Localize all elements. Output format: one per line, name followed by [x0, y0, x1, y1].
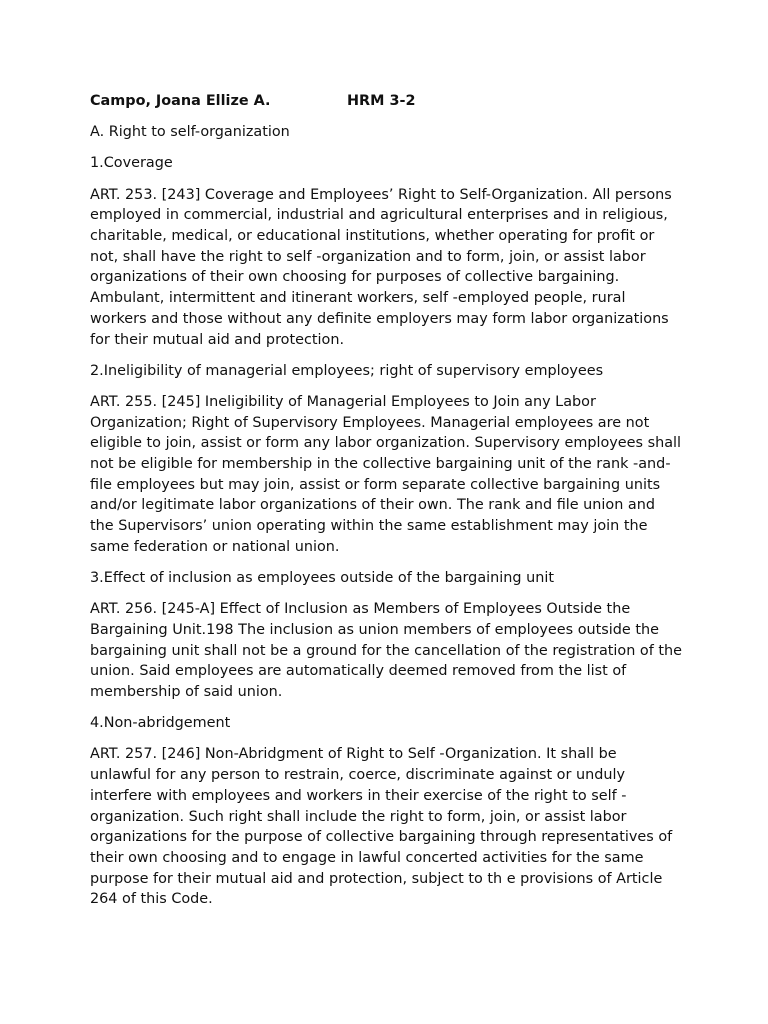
- section-heading-ineligibility: 2.Ineligibility of managerial employees; right of supervisory employees: [90, 362, 604, 379]
- article-256: ART. 256. [245-A] Effect of Inclusion as Members of Employees Outside the Bargaining Unit.198 The inclusion as union members of employees outside the bargaining unit shall not be a ground for the cancellation of the registration of the union. Said employees are automatically deemed removed from the list of membership of said union.: [90, 601, 682, 701]
- article-255: ART. 255. [245] Ineligibility of Managerial Employees to Join any Labor Organization; Right of Supervisory Employees. Managerial employees are not eligible to join, assist or form any labor organization. Supervisory employees shall not be eligible for membership in the collective bargaining unit of the rank -and-file employees but may join, assist or form separate collective bargaining units and/or legitimate labor organizations of their own. The rank and file union and the Supervisors’ union operating within the same establishment may join the same federation or national union.: [90, 393, 682, 555]
- document-title: A. Right to self-organization: [90, 124, 290, 141]
- section-heading-inclusion: 3.Effect of inclusion as employees outside of the bargaining unit: [90, 570, 554, 587]
- class-section: HRM 3-2: [347, 93, 416, 109]
- article-253: ART. 253. [243] Coverage and Employees’ Right to Self-Organization. All persons employed in commercial, industrial and agricultural enterprises and in religious, charitable, medical, or educational institutions, whether operating for profit or not, shall have the right to self -organization and to form, join, or assist labor organizations of their own choosing for purposes of collective bargaining. Ambulant, intermittent and itinerant workers, self -employed people, rural workers and those without any definite employers may form labor organizations for their mutual aid and protection.: [90, 186, 672, 348]
- section-heading-non-abridgement: 4.Non-abridgement: [90, 715, 231, 732]
- document-page: [90, 91, 682, 921]
- section-heading-coverage: 1.Coverage: [90, 155, 173, 172]
- document-header: [90, 91, 682, 112]
- student-name: Campo, Joana Ellize A.: [90, 93, 271, 109]
- article-257: ART. 257. [246] Non-Abridgment of Right to Self -Organization. It shall be unlawful for any person to restrain, coerce, discriminate against or unduly interfere with employees and workers in their exercise of the right to self -organization. Such right shall include the right to form, join, or assist labor organizations for the purpose of collective bargaining through representatives of their own choosing and to engage in lawful concerted activities for the same purpose for their mutual aid and protection, subject to th e provisions of Article 264 of this Code.: [90, 746, 673, 908]
